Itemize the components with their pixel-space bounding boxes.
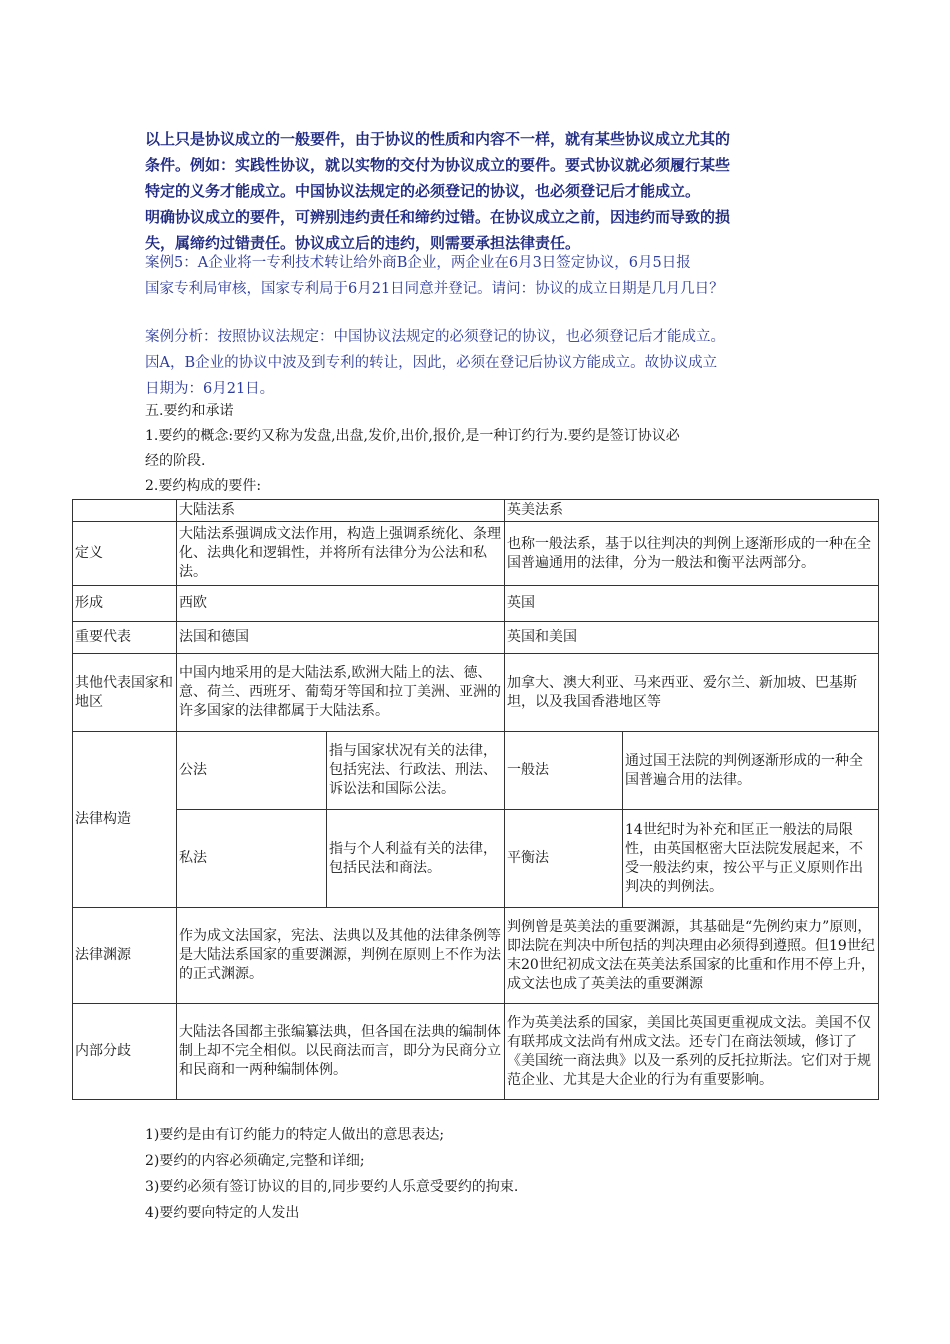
table-row (73, 810, 879, 908)
table-cell: 大陆法系强调成文法作用，构造上强调系统化、条理化、法典化和逻辑性，并将所有法律分为公法和私法。 (177, 522, 505, 586)
table-row (73, 622, 879, 654)
row-label: 定义 (73, 522, 177, 586)
row-label: 法律构造 (73, 732, 177, 908)
table-cell: 西欧 (177, 586, 505, 622)
column-header: 大陆法系 (177, 500, 505, 522)
table-cell: 公法 (177, 732, 327, 810)
case5-line: 国家专利局审核，国家专利局于6月21日同意并登记。请问：协议的成立日期是几月几日？ (145, 281, 724, 297)
table-row (73, 522, 879, 586)
table-cell: 14世纪时为补充和匡正一般法的局限性，由英国枢密大臣法院发展起来，不受一般法约束，按公平与正义原则作出判决的判例法。 (623, 810, 879, 908)
table-cell: 一般法 (505, 732, 623, 810)
table-cell: 平衡法 (505, 810, 623, 908)
row-label: 法律渊源 (73, 908, 177, 1004)
table-cell (73, 500, 177, 522)
analysis-line: 案例分析：按照协议法规定：中国协议法规定的必须登记的协议，也必须登记后才能成立。 (145, 329, 725, 345)
table-cell: 中国内地采用的是大陆法系,欧洲大陆上的法、德、意、荷兰、西班牙、葡萄牙等国和拉丁美洲、亚洲的许多国家的法律都属于大陆法系。 (177, 654, 505, 732)
table-row (73, 586, 879, 622)
table-cell: 通过国王法院的判例逐渐形成的一种全国普遍合用的法律。 (623, 732, 879, 810)
table-cell: 作为成文法国家，宪法、法典以及其他的法律条例等是大陆法系国家的重要渊源，判例在原则上不作为法的正式渊源。 (177, 908, 505, 1004)
table-cell: 也称一般法系，基于以往判决的判例上逐渐形成的一种在全国普遍通用的法律，分为一般法和衡平法两部分。 (505, 522, 879, 586)
intro-line: 失，属缔约过错责任。协议成立后的违约，则需要承担法律责任。 (145, 234, 581, 252)
table-cell: 加拿大、澳大利亚、马来西亚、爱尔兰、新加坡、巴基斯坦，以及我国香港地区等 (505, 654, 879, 732)
list-item: 3)要约必须有签订协议的目的,同步要约人乐意受要约的拘束. (145, 1179, 519, 1195)
table-cell: 英国和美国 (505, 622, 879, 654)
table-cell: 指与个人利益有关的法律，包括民法和商法。 (327, 810, 505, 908)
table-row (73, 732, 879, 810)
table-cell: 私法 (177, 810, 327, 908)
item1-line: 1.要约的概念:要约又称为发盘,出盘,发价,出价,报价,是一种订约行为.要约是签订协议必 (145, 428, 680, 444)
row-label: 重要代表 (73, 622, 177, 654)
intro-bold-paragraph (145, 126, 835, 256)
section-title: 五.要约和承诺 (145, 403, 234, 419)
analysis-line: 因A，B企业的协议中波及到专利的转让，因此，必须在登记后协议方能成立。故协议成立 (145, 355, 718, 371)
row-label: 形成 (73, 586, 177, 622)
intro-line: 明确协议成立的要件，可辨别违约责任和缔约过错。在协议成立之前，因违约而导致的损 (145, 208, 731, 226)
analysis-line: 日期为：6月21日。 (145, 381, 275, 397)
item2-line: 2.要约构成的要件: (145, 478, 262, 494)
list-item: 1)要约是由有订约能力的特定人做出的意思表达; (145, 1127, 445, 1143)
intro-line: 以上只是协议成立的一般要件，由于协议的性质和内容不一样，就有某些协议成立尤其的 (145, 130, 731, 148)
law-system-table (72, 499, 879, 1100)
table-cell: 大陆法各国都主张编纂法典，但各国在法典的编制体制上却不完全相似。以民商法而言，即分为民商分立和民商和一两种编制体例。 (177, 1004, 505, 1100)
list-item: 4)要约要向特定的人发出 (145, 1205, 300, 1221)
table-cell: 法国和德国 (177, 622, 505, 654)
table-row (73, 654, 879, 732)
table-cell: 作为英美法系的国家，美国比英国更重视成文法。美国不仅有联邦成文法尚有州成文法。还专门在商法领域，修订了《美国统一商法典》以及一系列的反托拉斯法。它们对于规范企业、尤其是大企业的行为有重要影响。 (505, 1004, 879, 1100)
row-label: 其他代表国家和地区 (73, 654, 177, 732)
table-row (73, 1004, 879, 1100)
table-cell: 判例曾是英美法的重要渊源，其基础是“先例约束力”原则，即法院在判决中所包括的判决理由必须得到遵照。但19世纪末20世纪初成文法在英美法系国家的比重和作用不停上升，成文法也成了英美法的重要渊源 (505, 908, 879, 1004)
offer-section (145, 399, 835, 499)
table-cell: 英国 (505, 586, 879, 622)
row-label: 内部分歧 (73, 1004, 177, 1100)
table-row (73, 500, 879, 522)
case5-line: 案例5：A企业将一专利技术转让给外商B企业，两企业在6月3日签定协议，6月5日报 (145, 255, 691, 271)
intro-line: 特定的义务才能成立。中国协议法规定的必须登记的协议，也必须登记后才能成立。 (145, 182, 701, 200)
table-row (73, 908, 879, 1004)
intro-line: 条件。例如：实践性协议，就以实物的交付为协议成立的要件。要式协议就必须履行某些 (145, 156, 731, 174)
item1-line: 经的阶段. (145, 453, 206, 469)
offer-requirements-list (145, 1122, 845, 1226)
case-study-block (145, 250, 835, 402)
table-cell: 指与国家状况有关的法律，包括宪法、行政法、刑法、诉讼法和国际公法。 (327, 732, 505, 810)
column-header: 英美法系 (505, 500, 879, 522)
list-item: 2)要约的内容必须确定,完整和详细; (145, 1153, 365, 1169)
